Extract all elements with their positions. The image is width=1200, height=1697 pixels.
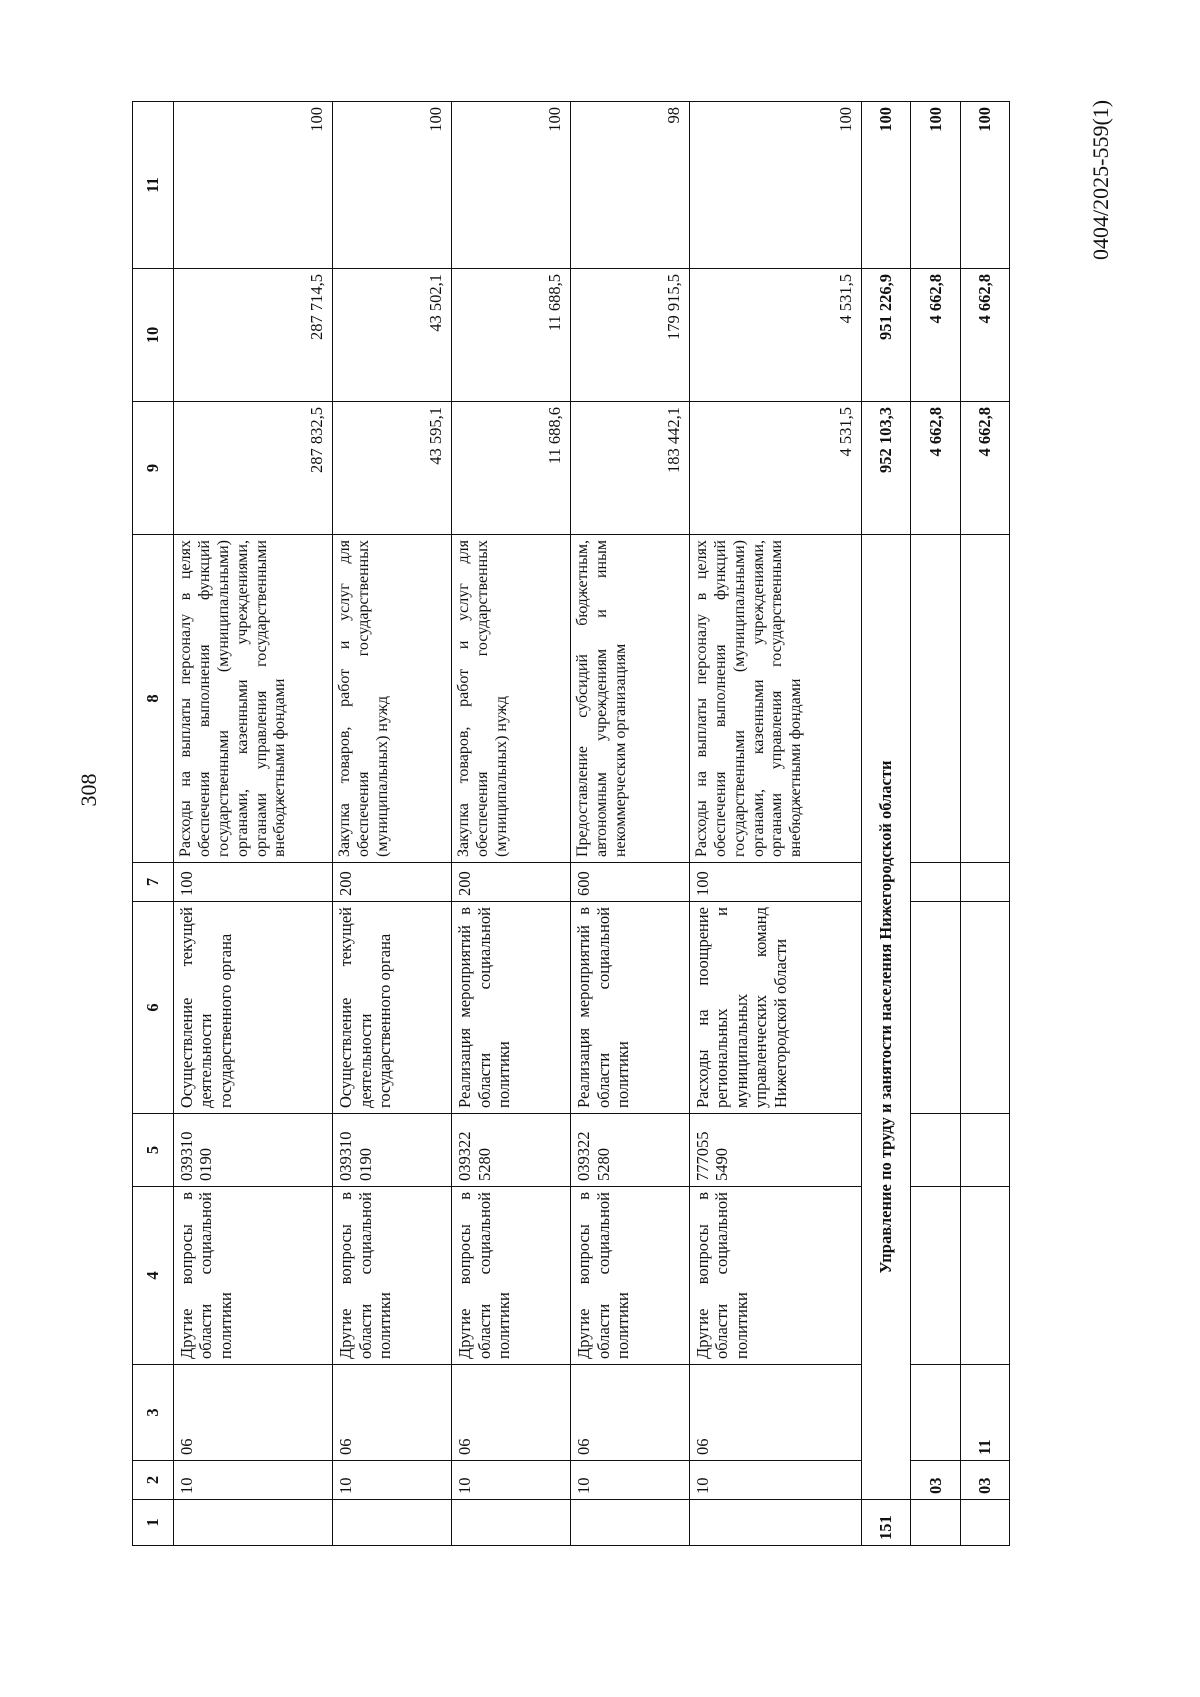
cell-subsection: 06	[174, 1365, 333, 1461]
cell-empty	[911, 535, 960, 863]
cell-expense-name: Закупка товаров, работ и услуг для обеспечения государственных (муниципальных) нужд	[452, 535, 571, 863]
column-header: 10	[133, 269, 174, 402]
cell-col1	[689, 1500, 861, 1546]
cell-subsection: 06	[333, 1365, 452, 1461]
cell-subsection-name: Другие вопросы в области социальной политики	[571, 1187, 690, 1365]
cell-plan: 952 103,3	[861, 402, 910, 535]
column-header: 9	[133, 402, 174, 535]
cell-subsection: 06	[571, 1365, 690, 1461]
cell-plan: 287 832,5	[174, 402, 333, 535]
cell-expense-type: 100	[689, 863, 861, 902]
cell-plan: 4 662,8	[960, 402, 1009, 535]
cell-empty	[911, 902, 960, 1114]
cell-section: 10	[174, 1461, 333, 1500]
cell-empty	[960, 1114, 1009, 1187]
subtotal-row	[960, 102, 1009, 1546]
column-header: 8	[133, 535, 174, 863]
column-header: 4	[133, 1187, 174, 1365]
cell-empty	[960, 902, 1009, 1114]
cell-target-name: Осуществление текущей деятельности государственного органа	[333, 902, 452, 1114]
budget-table	[132, 101, 1010, 1546]
cell-percent: 100	[861, 102, 910, 269]
cell-empty	[911, 1187, 960, 1365]
cell-org-code: 151	[861, 1500, 910, 1546]
cell-expense-name: Расходы на выплаты персоналу в целях обеспечения выполнения функций государственными (муниципальными) органами, казенными учреждениями, органами управления государственными внебюджетными фондами	[689, 535, 861, 863]
cell-actual: 4 531,5	[689, 269, 861, 402]
subtotal-row	[911, 102, 960, 1546]
cell-target-name: Осуществление текущей деятельности государственного органа	[174, 902, 333, 1114]
budget-table-container	[132, 102, 1010, 1546]
cell-percent: 100	[333, 102, 452, 269]
cell-plan: 43 595,1	[333, 402, 452, 535]
cell-section: 10	[452, 1461, 571, 1500]
cell-actual: 179 915,5	[571, 269, 690, 402]
column-header: 5	[133, 1114, 174, 1187]
cell-subsection: 06	[452, 1365, 571, 1461]
cell-section: 10	[333, 1461, 452, 1500]
cell-empty	[911, 863, 960, 902]
cell-target-code: 039310 0190	[174, 1114, 333, 1187]
cell-percent: 100	[960, 102, 1009, 269]
cell-empty	[911, 1114, 960, 1187]
cell-actual: 4 662,8	[911, 269, 960, 402]
cell-target-code: 039310 0190	[333, 1114, 452, 1187]
cell-actual: 11 688,5	[452, 269, 571, 402]
document-code: 0404/2025-559(1)	[1088, 99, 1113, 260]
table-row	[174, 102, 333, 1546]
cell-target-name: Расходы на поощрение региональных и муниципальных управленческих команд Нижегородской области	[689, 902, 861, 1114]
org-name: Управление по труду и занятости населения Нижегородской области	[861, 535, 910, 1500]
cell-target-code: 039322 5280	[452, 1114, 571, 1187]
cell-expense-name: Закупка товаров, работ и услуг для обеспечения государственных (муниципальных) нужд	[333, 535, 452, 863]
cell-expense-name: Расходы на выплаты персоналу в целях обеспечения выполнения функций государственными (муниципальными) органами, казенными учреждениями, органами управления государственными внебюджетными фондами	[174, 535, 333, 863]
cell-actual: 4 662,8	[960, 269, 1009, 402]
cell-section: 03	[960, 1461, 1009, 1500]
table-row	[452, 102, 571, 1546]
column-header: 1	[133, 1500, 174, 1546]
column-header: 11	[133, 102, 174, 269]
cell-actual: 951 226,9	[861, 269, 910, 402]
column-header: 3	[133, 1365, 174, 1461]
cell-subsection: 11	[960, 1365, 1009, 1461]
column-header: 2	[133, 1461, 174, 1500]
cell-col1	[571, 1500, 690, 1546]
cell-empty	[960, 863, 1009, 902]
cell-percent: 100	[174, 102, 333, 269]
cell-col1	[960, 1500, 1009, 1546]
column-header: 6	[133, 902, 174, 1114]
cell-section: 10	[571, 1461, 690, 1500]
cell-subsection: 06	[689, 1365, 861, 1461]
cell-subsection	[911, 1365, 960, 1461]
cell-expense-type: 200	[452, 863, 571, 902]
cell-subsection-name: Другие вопросы в области социальной политики	[333, 1187, 452, 1365]
cell-actual: 287 714,5	[174, 269, 333, 402]
org-total-row	[861, 102, 910, 1546]
table-row	[571, 102, 690, 1546]
cell-plan: 4 531,5	[689, 402, 861, 535]
column-header: 7	[133, 863, 174, 902]
cell-subsection-name: Другие вопросы в области социальной политики	[174, 1187, 333, 1365]
cell-section: 10	[689, 1461, 861, 1500]
cell-empty	[960, 535, 1009, 863]
cell-target-name: Реализация мероприятий в области социальной политики	[571, 902, 690, 1114]
page-number: 308	[76, 773, 101, 807]
cell-col1	[333, 1500, 452, 1546]
cell-plan: 4 662,8	[911, 402, 960, 535]
cell-expense-type: 600	[571, 863, 690, 902]
cell-percent: 98	[571, 102, 690, 269]
cell-percent: 100	[689, 102, 861, 269]
cell-col1	[911, 1500, 960, 1546]
cell-col1	[174, 1500, 333, 1546]
cell-col1	[452, 1500, 571, 1546]
cell-expense-name: Предоставление субсидий бюджетным, автономным учреждениям и иным некоммерческим организациям	[571, 535, 690, 863]
cell-expense-type: 100	[174, 863, 333, 902]
cell-actual: 43 502,1	[333, 269, 452, 402]
cell-subsection-name: Другие вопросы в области социальной политики	[689, 1187, 861, 1365]
cell-section: 03	[911, 1461, 960, 1500]
cell-target-code: 777055 5490	[689, 1114, 861, 1187]
cell-empty	[960, 1187, 1009, 1365]
cell-plan: 183 442,1	[571, 402, 690, 535]
header-row	[133, 102, 174, 1546]
table-row	[333, 102, 452, 1546]
cell-plan: 11 688,6	[452, 402, 571, 535]
cell-subsection-name: Другие вопросы в области социальной политики	[452, 1187, 571, 1365]
cell-percent: 100	[452, 102, 571, 269]
cell-target-code: 039322 5280	[571, 1114, 690, 1187]
cell-percent: 100	[911, 102, 960, 269]
table-row	[689, 102, 861, 1546]
cell-target-name: Реализация мероприятий в области социальной политики	[452, 902, 571, 1114]
cell-expense-type: 200	[333, 863, 452, 902]
